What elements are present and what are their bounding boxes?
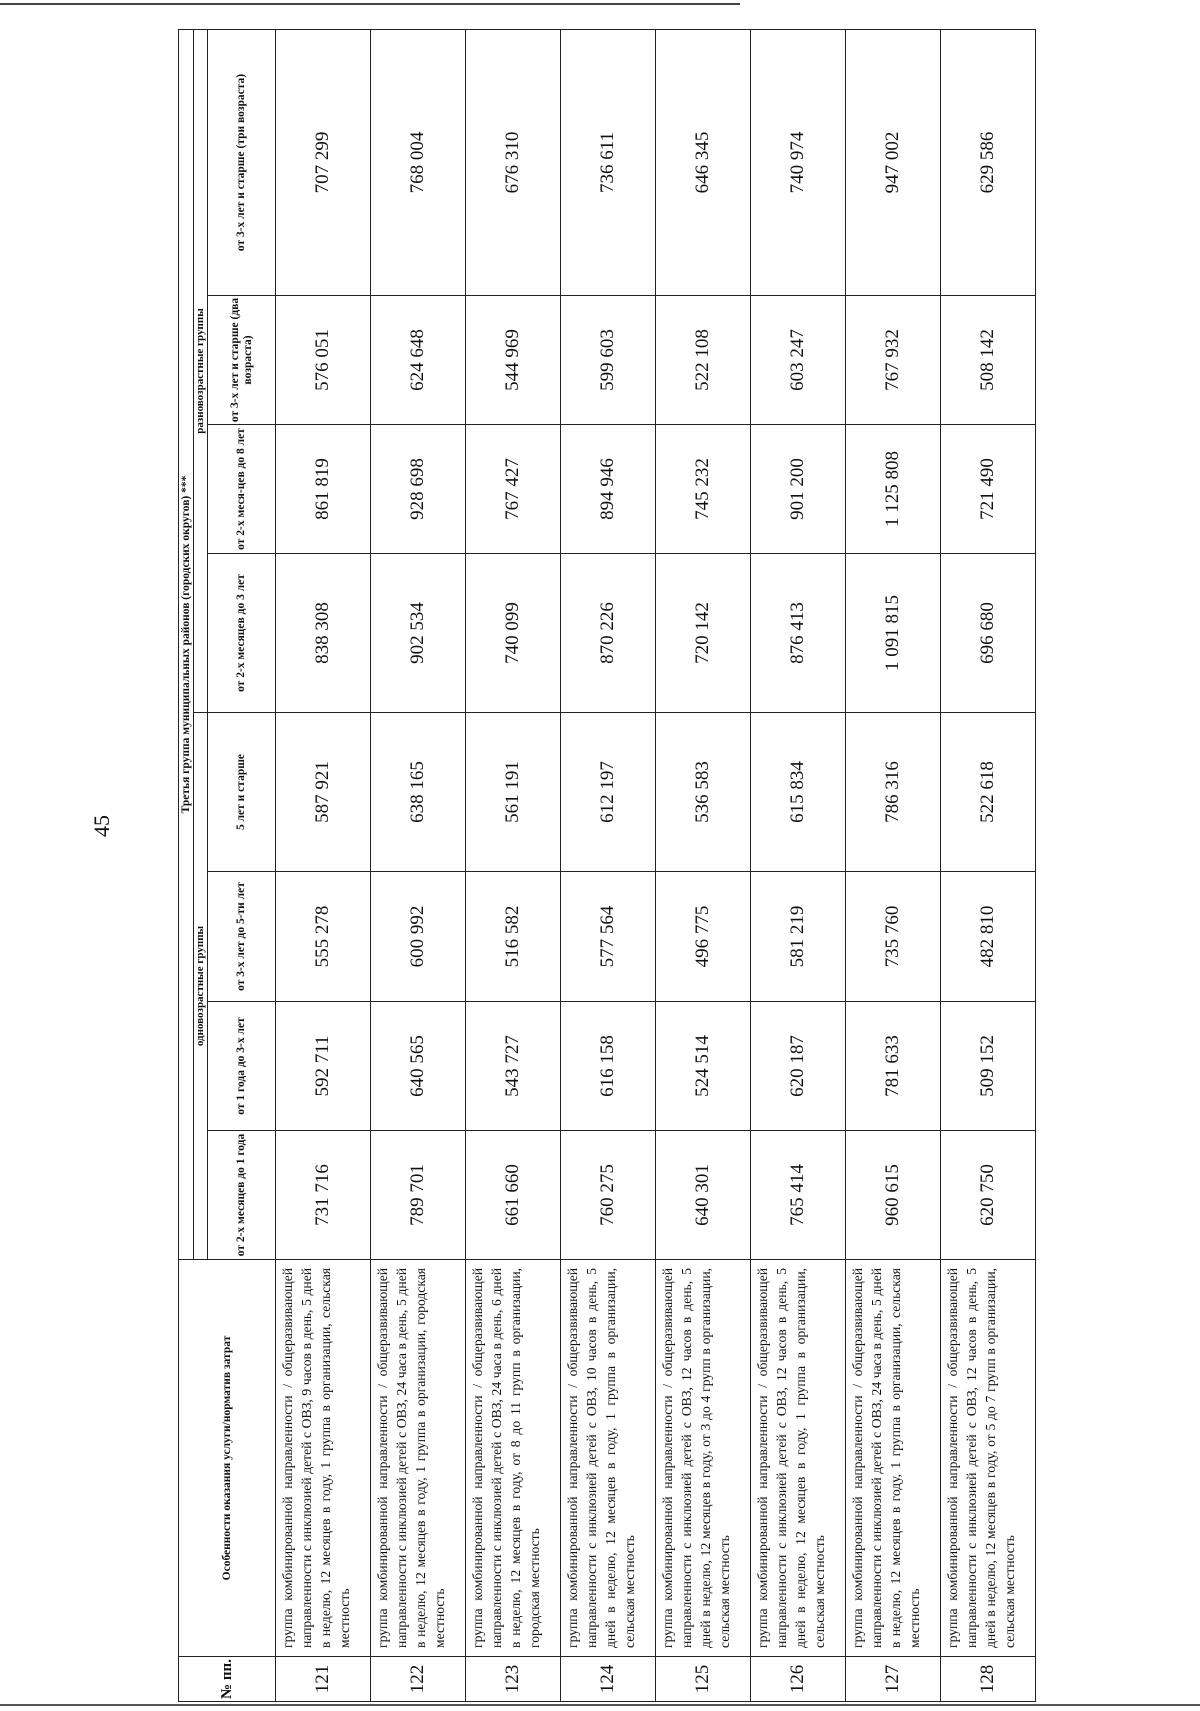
cost-value: 620 187 [751,1002,846,1131]
column-header-description: Особенности оказания услуги/норматив затрат [179,1260,276,1657]
cost-value: 624 648 [371,296,466,425]
row-description: группа комбинированной направленности / общеразвивающей направленности с инклюзией детей с ОВЗ, 12 часов в день, 5 дней в неделю, 12 месяцев в году, от 5 до 7 групп в организации, сельская местность [941,1260,1036,1657]
table-row [751,30,846,1702]
row-description: группа комбинированной направленности / общеразвивающей направленности с инклюзией детей с ОВЗ, 9 часов в день, 5 дней в неделю, 12 месяцев в году, 1 группа в организации, сельская местность [276,1260,371,1657]
cost-value: 765 414 [751,1131,846,1260]
cost-value: 587 921 [276,713,371,872]
scan-top-edge-line [0,3,740,5]
column-header-age: от 2-х месяцев до 3 лет [208,554,276,713]
cost-value: 509 152 [941,1002,1036,1131]
table-row [941,30,1036,1702]
cost-value: 696 680 [941,554,1036,713]
cost-value: 516 582 [466,872,561,1002]
page-number: 45 [89,815,114,837]
cost-value: 600 992 [371,872,466,1002]
row-description: группа комбинированной направленности / общеразвивающей направленности с инклюзией детей с ОВЗ, 24 часа в день, 5 дней в неделю, 12 месяцев в году, 1 группа в организации, городская местность [371,1260,466,1657]
row-number: 124 [561,1657,656,1702]
cost-value: 615 834 [751,713,846,872]
cost-value: 870 226 [561,554,656,713]
cost-value: 947 002 [846,30,941,296]
cost-value: 928 698 [371,425,466,554]
cost-value: 603 247 [751,296,846,425]
cost-value: 616 158 [561,1002,656,1131]
cost-value: 1 125 808 [846,425,941,554]
cost-value: 901 200 [751,425,846,554]
row-description: группа комбинированной направленности / общеразвивающей направленности с инклюзией детей с ОВЗ, 10 часов в день, 5 дней в неделю, 12 месяцев в году, 1 группа в организации, сельская местность [561,1260,656,1657]
cost-value: 676 310 [466,30,561,296]
cost-value: 767 932 [846,296,941,425]
cost-value: 731 716 [276,1131,371,1260]
cost-value: 592 711 [276,1002,371,1131]
cost-value: 524 514 [656,1002,751,1131]
subgroup-header-mixed-age: разновозрастные группы [194,30,208,713]
column-header-age: от 2-х месяцев до 1 года [208,1131,276,1260]
row-number: 125 [656,1657,751,1702]
cost-value: 876 413 [751,554,846,713]
row-number: 121 [276,1657,371,1702]
cost-value: 620 750 [941,1131,1036,1260]
cost-value: 482 810 [941,872,1036,1002]
table-row [466,30,561,1702]
column-header-age: 5 лет и старше [208,713,276,872]
column-header-age: от 3-х лет и старше (два возраста) [208,296,276,425]
cost-value: 902 534 [371,554,466,713]
column-header-age: от 3-х лет и старше (три возраста) [208,30,276,296]
cost-value: 721 490 [941,425,1036,554]
column-header-age: от 2-х меся-цев до 8 лет [208,425,276,554]
row-number: 126 [751,1657,846,1702]
cost-value: 581 219 [751,872,846,1002]
cost-value: 640 565 [371,1002,466,1131]
row-description: группа комбинированной направленности / общеразвивающей направленности с инклюзией детей с ОВЗ, 24 часа в день, 6 дней в неделю, 12 месяцев в году, от 8 до 11 групп в организации, городская местность [466,1260,561,1657]
rotated-table-container [178,30,1058,1702]
cost-value: 736 611 [561,30,656,296]
row-description: группа комбинированной направленности / общеразвивающей направленности с инклюзией детей с ОВЗ, 12 часов в день, 5 дней в неделю, 12 месяцев в году, 1 группа в организации, сельская местность [751,1260,846,1657]
cost-value: 720 142 [656,554,751,713]
cost-value: 894 946 [561,425,656,554]
cost-value: 745 232 [656,425,751,554]
cost-value: 522 618 [941,713,1036,872]
cost-value: 646 345 [656,30,751,296]
cost-value: 544 969 [466,296,561,425]
cost-value: 496 775 [656,872,751,1002]
table-row [561,30,656,1702]
row-description: группа комбинированной направленности / общеразвивающей направленности с инклюзией детей с ОВЗ, 24 часа в день, 5 дней в неделю, 12 месяцев в году, 1 группа в организации, сельская местность [846,1260,941,1657]
cost-value: 638 165 [371,713,466,872]
table-row [371,30,466,1702]
cost-norms-table [178,29,1036,1702]
group-title-header: Третья группа муниципальных районов (городских округов) *** [179,30,194,1260]
row-number: 123 [466,1657,561,1702]
cost-value: 1 091 815 [846,554,941,713]
cost-value: 599 603 [561,296,656,425]
cost-value: 786 316 [846,713,941,872]
row-number: 127 [846,1657,941,1702]
cost-value: 543 727 [466,1002,561,1131]
row-description: группа комбинированной направленности / общеразвивающей направленности с инклюзией детей с ОВЗ, 12 часов в день, 5 дней в неделю, 12 месяцев в году, от 3 до 4 групп в организации, сельская местность [656,1260,751,1657]
cost-value: 838 308 [276,554,371,713]
cost-value: 522 108 [656,296,751,425]
cost-value: 508 142 [941,296,1036,425]
cost-value: 640 301 [656,1131,751,1260]
cost-value: 781 633 [846,1002,941,1131]
scan-bottom-edge-line [0,1704,1200,1706]
table-row [846,30,941,1702]
table-row [656,30,751,1702]
table-row [276,30,371,1702]
cost-value: 612 197 [561,713,656,872]
cost-value: 760 275 [561,1131,656,1260]
cost-value: 561 191 [466,713,561,872]
row-number: 122 [371,1657,466,1702]
cost-value: 767 427 [466,425,561,554]
row-number: 128 [941,1657,1036,1702]
cost-value: 576 051 [276,296,371,425]
cost-value: 960 615 [846,1131,941,1260]
column-header-age: от 3-х лет до 5-ти лет [208,872,276,1002]
cost-value: 768 004 [371,30,466,296]
cost-value: 735 760 [846,872,941,1002]
subgroup-header-single-age: одновозрастные группы [194,713,208,1260]
column-header-number: № пп. [179,1657,276,1702]
column-header-age: от 1 года до 3-х лет [208,1002,276,1131]
cost-value: 789 701 [371,1131,466,1260]
cost-value: 577 564 [561,872,656,1002]
cost-value: 740 974 [751,30,846,296]
cost-value: 555 278 [276,872,371,1002]
cost-value: 629 586 [941,30,1036,296]
cost-value: 536 583 [656,713,751,872]
cost-value: 707 299 [276,30,371,296]
cost-value: 861 819 [276,425,371,554]
cost-value: 740 099 [466,554,561,713]
cost-value: 661 660 [466,1131,561,1260]
